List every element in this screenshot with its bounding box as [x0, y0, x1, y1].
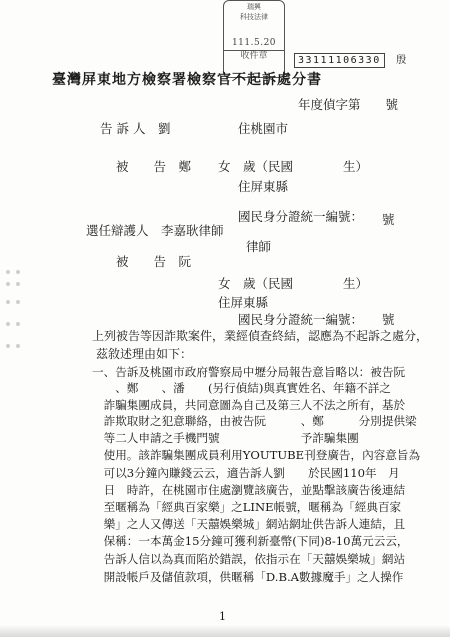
case-number: 年度偵字第 號	[298, 97, 399, 112]
stamp-label: 收件章	[224, 50, 284, 61]
serial-suffix: 殷	[396, 55, 408, 66]
intro-line-1: 上列被告等因詐欺案件，業經偵查終結，認應為不起訴之處分，	[92, 329, 429, 343]
page-number: 1	[219, 610, 226, 623]
stamp-org2: 科技法律	[240, 13, 268, 21]
stamp-org: 瑞興	[247, 3, 261, 11]
defendant2-label: 被 告 阮	[116, 254, 192, 269]
body-line: 日 時許，在桃園市住處瀏覽該廣告，並點擊該廣告後連結	[92, 483, 406, 497]
defendant2-sex-age: 女 歲（民國 生）	[218, 276, 369, 291]
body-line: 至暱稱為「經典百家樂」之LINE帳號，暱稱為「經典百家	[92, 500, 402, 514]
body-line: 詐欺取財之犯意聯絡，由被告阮 、鄭 分別提供梁	[92, 414, 417, 428]
complainant-label: 告 訴 人 劉	[100, 121, 171, 136]
intro-line-2: 茲敘述理由如下：	[96, 347, 193, 361]
body-line: 保稱：一本萬金15分鐘可獲利新臺幣(下同)8-10萬元云云，	[92, 534, 409, 548]
defendant2-id-suffix: 號	[382, 312, 395, 327]
body-line: 、鄭 、潘 (另行偵結)與真實姓名、年籍不詳之	[92, 381, 391, 395]
defendant1-address: 住屏東縣	[238, 179, 289, 194]
defendant1-sex-age: 女 歲（民國 生）	[218, 159, 369, 174]
body-line: 等二人申請之手機門號 予詐騙集團	[92, 431, 359, 445]
body-line: 告訴人信以為真而陷於錯誤，依指示在「天囍娛樂城」網站	[92, 552, 406, 566]
page-edge	[0, 625, 450, 637]
defendant1-id: 國民身分證統一編號：	[238, 209, 364, 224]
body-line: 可以3分鐘內賺錢云云，適告訴人劉 於民國110年 月	[92, 466, 400, 480]
complainant-address: 住桃園市	[238, 121, 289, 136]
serial-digits: 33111106330	[294, 53, 385, 68]
body-line: 使用。該詐騙集團成員利用YOUTUBE刊登廣告，內容意旨為	[92, 448, 421, 462]
stamp-date: 111.5.20	[231, 38, 277, 48]
defendant1-id-suffix: 號	[382, 212, 395, 227]
document-title: 臺灣屏東地方檢察署檢察官不起訴處分書	[52, 72, 322, 88]
counsel-2: 律師	[246, 239, 272, 254]
received-stamp	[223, 0, 285, 78]
binding-holes	[2, 270, 32, 360]
body-line: 一、告訴及桃園市政府警察局中壢分局報告意旨略以：被告阮	[92, 365, 406, 379]
defendant2-address: 住屏東縣	[218, 295, 269, 310]
serial-number	[294, 51, 408, 68]
body-line: 樂」之人又傳送「天囍娛樂城」網站網址供告訴人連結，且	[92, 517, 406, 531]
body-line: 詐騙集團成員，共同意圖為自己及第三人不法之所有，基於	[92, 398, 406, 412]
defendant2-id: 國民身分證統一編號：	[238, 312, 364, 327]
body-line: 開設帳戶及儲值款項，供暱稱「D.B.A數據魔手」之人操作	[92, 570, 404, 584]
counsel-1: 選任辯護人 李嘉耿律師	[86, 223, 224, 238]
defendant1-label: 被 告 鄭	[116, 159, 192, 174]
